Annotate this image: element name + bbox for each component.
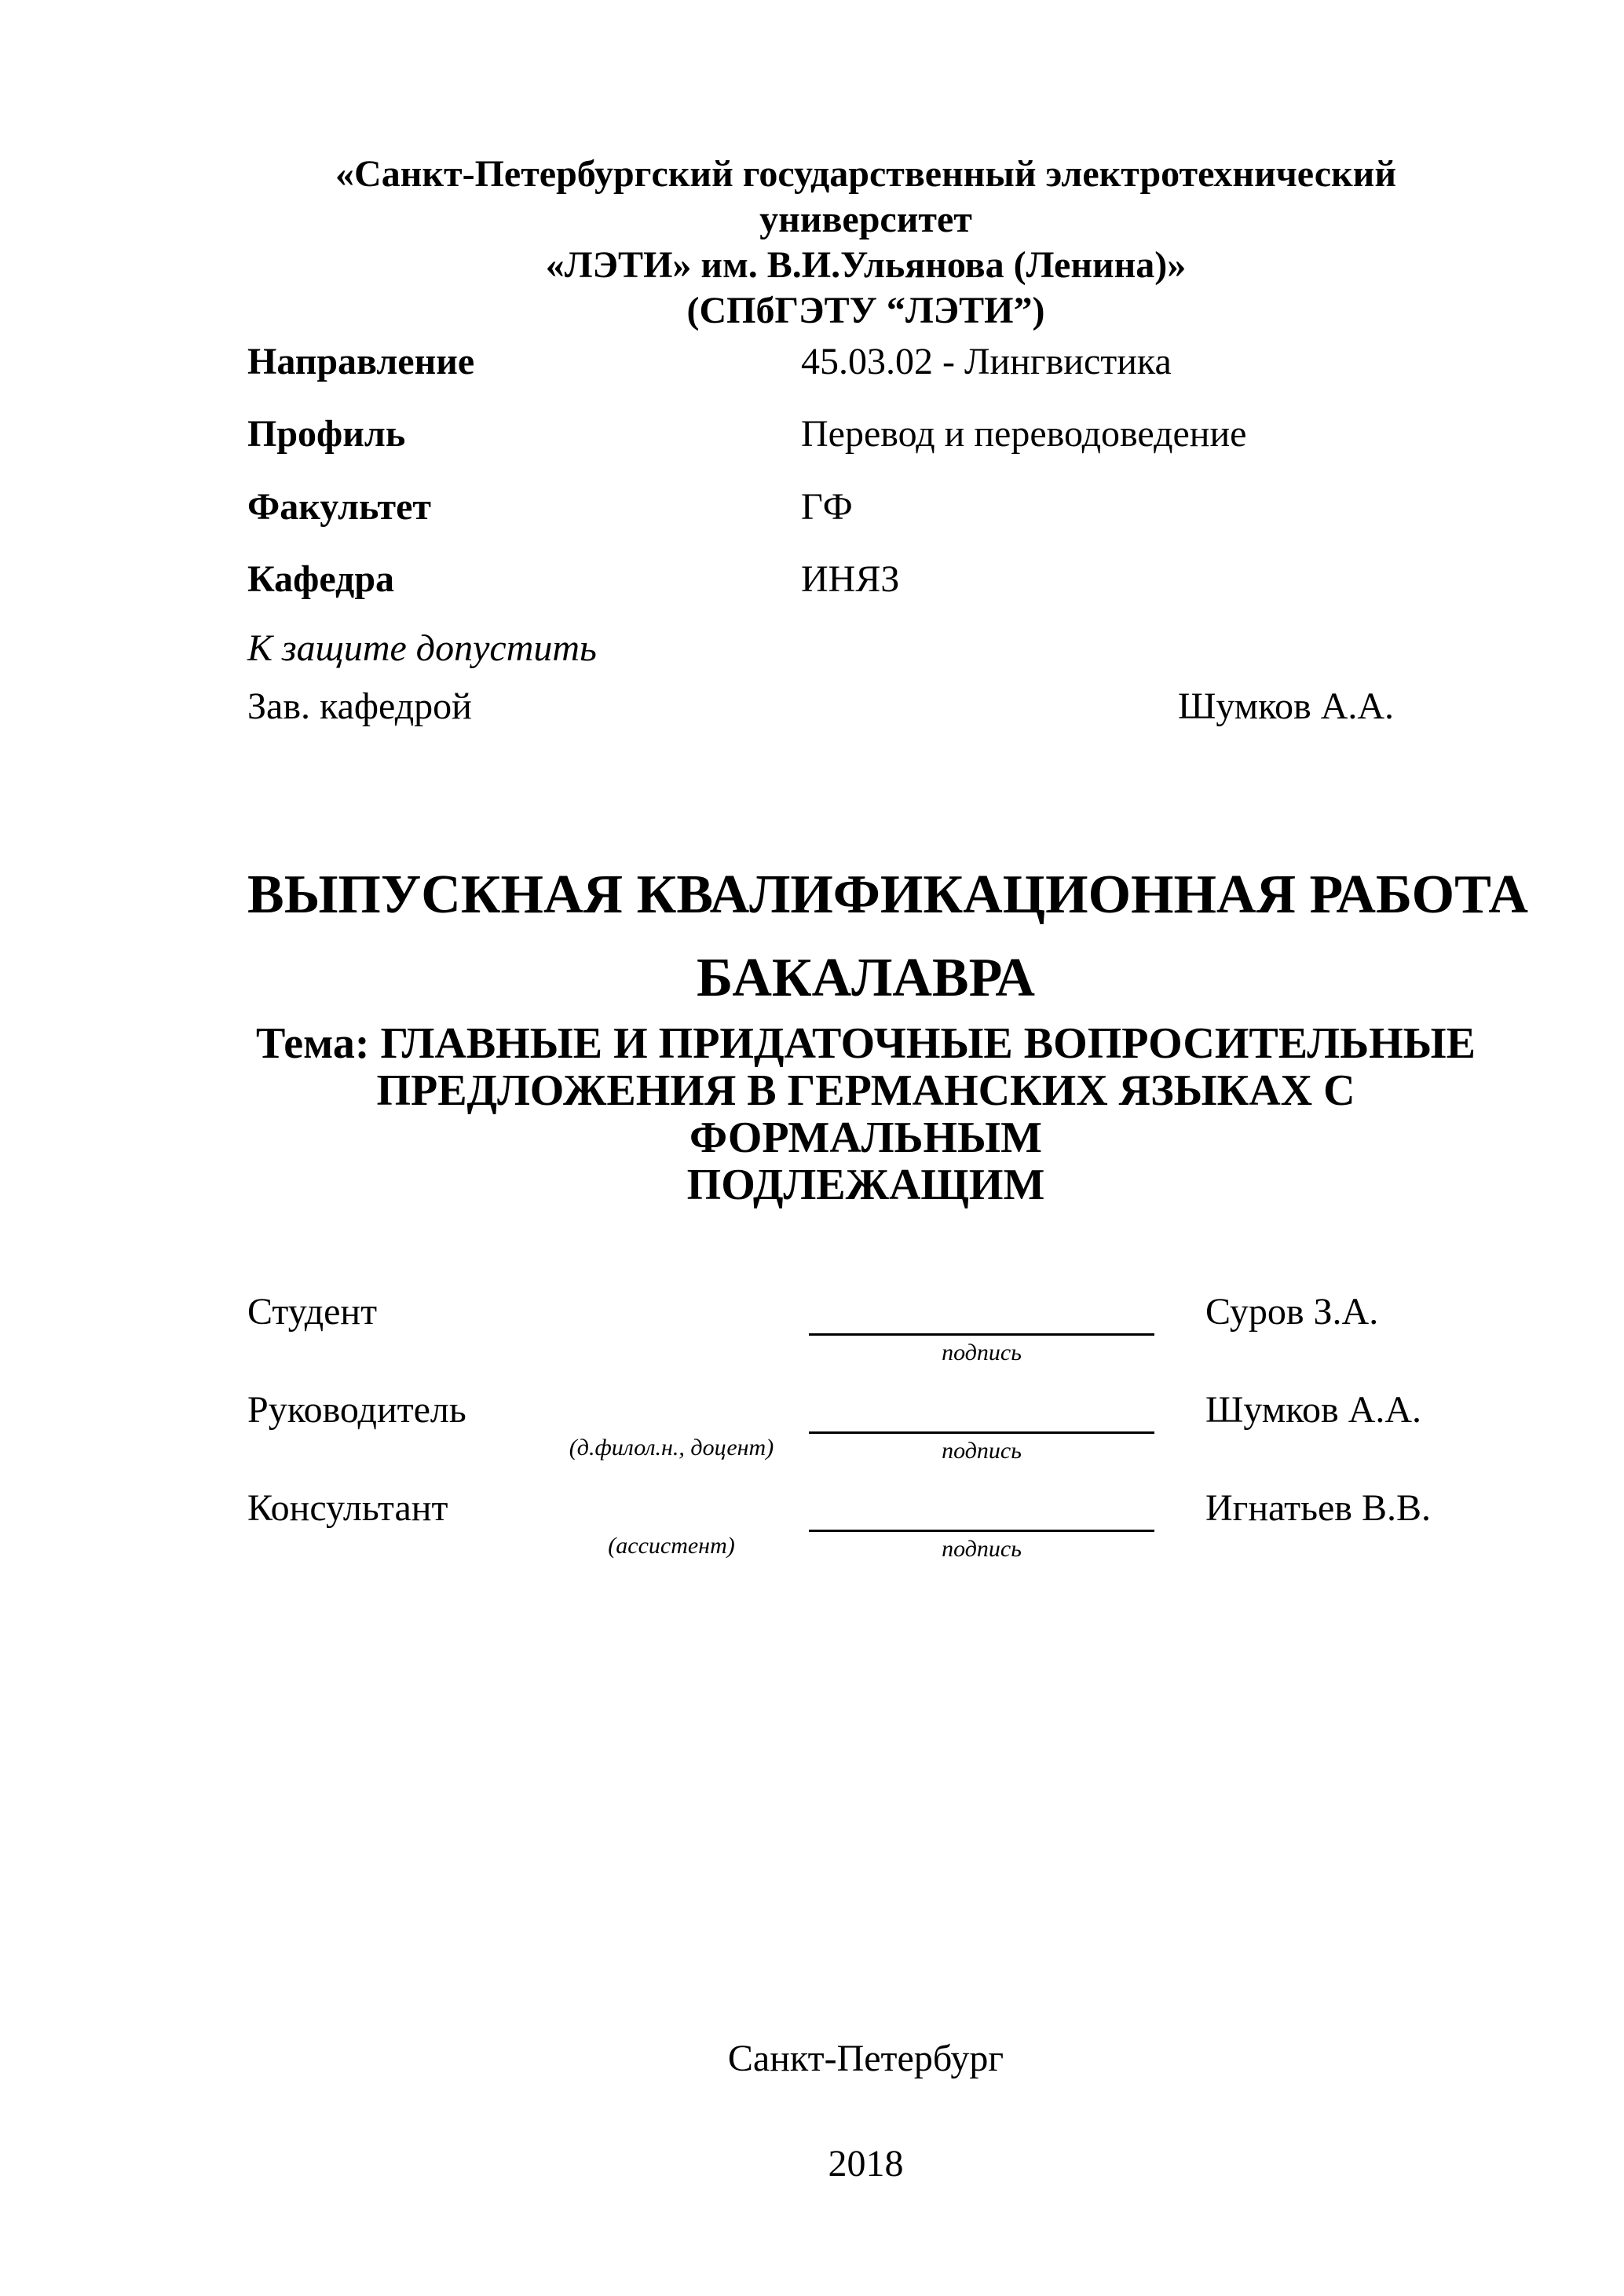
- spec-value-direction: 45.03.02 - Лингвистика: [801, 341, 1172, 382]
- admission-approver-name: Шумков А.А.: [1178, 686, 1395, 727]
- footer-year: 2018: [828, 2143, 904, 2184]
- spec-row-department: [247, 558, 1484, 603]
- university-header: [247, 152, 1484, 334]
- spec-label-department: Кафедра: [247, 558, 395, 600]
- university-name-line-2: «ЛЭТИ» им. В.И.Ульянова (Ленина)»: [545, 244, 1187, 286]
- spec-row-faculty: [247, 485, 1484, 531]
- signature-name-supervisor: Шумков А.А.: [1205, 1389, 1422, 1431]
- signature-qualification-supervisor: (д.филол.н., доцент): [569, 1435, 774, 1461]
- admission-note: К защите допустить: [247, 627, 597, 669]
- signature-name-consultant: Игнатьев В.В.: [1205, 1487, 1431, 1529]
- spec-row-profile: [247, 412, 1484, 458]
- spec-label-faculty: Факультет: [247, 486, 431, 528]
- signature-caption-student: подпись: [942, 1340, 1022, 1366]
- admission-position: Зав. кафедрой: [247, 686, 472, 727]
- university-abbreviation: (СПбГЭТУ “ЛЭТИ”): [686, 290, 1045, 331]
- admission-row: [247, 685, 1484, 732]
- signature-line-supervisor: [809, 1388, 1154, 1434]
- signature-role-student: Студент: [247, 1291, 378, 1333]
- signature-caption-consultant: подпись: [942, 1536, 1022, 1562]
- theme-line-2: ПРЕДЛОЖЕНИЯ В ГЕРМАНСКИХ ЯЗЫКАХ С ФОРМАЛЬНЫМ: [376, 1066, 1355, 1162]
- thesis-theme: [247, 1020, 1484, 1208]
- spec-row-direction: [247, 340, 1484, 386]
- theme-line-1: Тема: ГЛАВНЫЕ И ПРИДАТОЧНЫЕ ВОПРОСИТЕЛЬНЫЕ: [256, 1019, 1476, 1068]
- signature-row-supervisor: [247, 1388, 1484, 1486]
- signature-qualification-consultant: (ассистент): [608, 1533, 735, 1559]
- spec-value-faculty: ГФ: [801, 486, 853, 528]
- university-name-line-1: «Санкт-Петербургский государственный электротехнический университет: [335, 153, 1396, 240]
- spec-label-direction: Направление: [247, 341, 475, 382]
- signature-line-student: [809, 1290, 1154, 1336]
- spec-label-profile: Профиль: [247, 413, 406, 455]
- thesis-title-line-1: ВЫПУСКНАЯ КВАЛИФИКАЦИОННАЯ РАБОТА: [247, 865, 1528, 925]
- spec-value-profile: Перевод и переводоведение: [801, 413, 1247, 455]
- spec-value-department: ИНЯЗ: [801, 558, 900, 600]
- signature-caption-supervisor: подпись: [942, 1438, 1022, 1464]
- signature-line-consultant: [809, 1486, 1154, 1532]
- signature-name-student: Суров З.А.: [1205, 1291, 1379, 1333]
- signature-role-supervisor: Руководитель: [247, 1389, 466, 1431]
- signature-row-student: [247, 1290, 1484, 1388]
- signature-row-consultant: [247, 1486, 1484, 1585]
- theme-line-3: ПОДЛЕЖАЩИМ: [686, 1161, 1045, 1209]
- signature-role-consultant: Консультант: [247, 1487, 448, 1529]
- thesis-title-line-2: БАКАЛАВРА: [697, 948, 1035, 1008]
- footer-city: Санкт-Петербург: [727, 2038, 1004, 2079]
